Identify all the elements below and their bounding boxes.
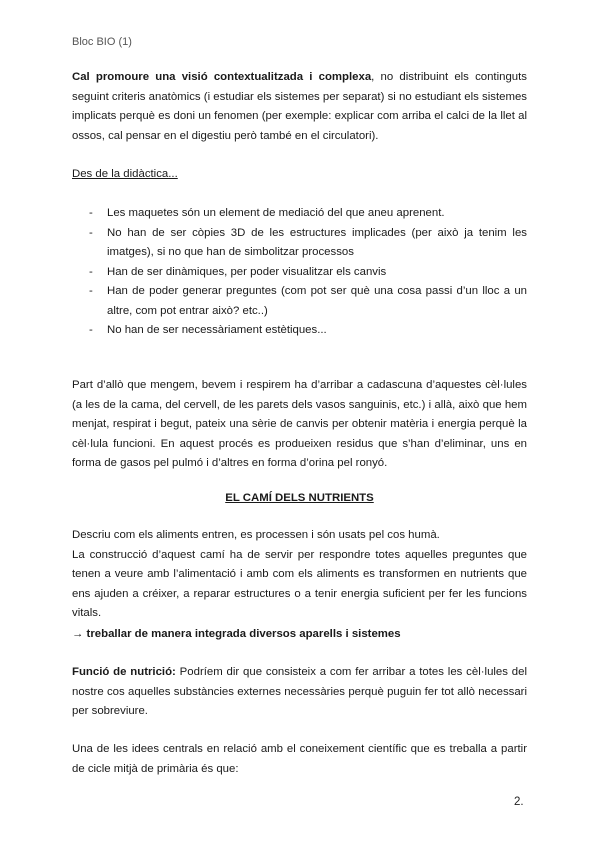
page-number: 2. xyxy=(514,796,524,808)
list-item xyxy=(72,224,527,263)
list-item xyxy=(72,321,527,341)
bullet-dash-icon: - xyxy=(89,285,93,297)
list-item-text: No han de ser còpies 3D de les estructures implicades (per això ja tenim les imatges), si no que han de simbolitzar processos xyxy=(107,226,527,258)
bullet-dash-icon: - xyxy=(89,324,93,336)
page-header: Bloc BIO (1) xyxy=(72,36,132,48)
description-line: Descriu com els aliments entren, es processen i són usats pel cos humà. xyxy=(72,529,440,541)
integration-arrow-line: → treballar de manera integrada diversos aparells i sistemes xyxy=(72,628,401,640)
intro-bold-text: Cal promoure una visió contextualitzada i complexa xyxy=(72,71,372,83)
nutrition-function-label: Funció de nutrició: xyxy=(72,666,176,678)
nutrition-function-text: Podríem dir que consisteix a com fer arribar a totes les cèl·lules del nostre cos aquelles substàncies externes necessàries perquè puguin fer tot allò necessari per sobreviure. xyxy=(72,666,527,717)
didactica-heading: Des de la didàctica... xyxy=(72,168,178,180)
list-item-text: Han de ser dinàmiques, per poder visualitzar els canvis xyxy=(107,265,387,278)
section-title: EL CAMÍ DELS NUTRIENTS xyxy=(225,492,374,504)
bullet-dash-icon: - xyxy=(89,265,93,278)
bullet-list xyxy=(72,204,527,341)
nutrition-function-paragraph xyxy=(72,663,527,722)
bullet-dash-icon: - xyxy=(89,226,93,239)
construction-text: La construcció d’aquest camí ha de servir per respondre totes aquelles preguntes que tenen a veure amb l’alimentació i amb com els aliments es transformen en nutrients que ens ajuden a créixer, a reparar estructures o a tenir energia suficient per fer les funcions vitals. xyxy=(72,548,527,619)
intro-text: , no distribuint els continguts seguint criteris anatòmics (i estudiar els sistemes per separat) si no estudiant els sistemes implicats perquè es doni un fenomen (per exemple: explicar com arriba el calci de la llet al ossos, cal pensar en el digestiu però també en el circulatori). xyxy=(72,71,527,142)
list-item xyxy=(72,204,527,224)
list-item-text: Les maquetes són un element de mediació del que aneu aprenent. xyxy=(107,207,445,219)
bullet-dash-icon: - xyxy=(89,207,93,219)
central-ideas-paragraph: Una de les idees centrals en relació amb el coneixement científic que es treballa a partir de cicle mitjà de primària és que: xyxy=(72,743,527,775)
description-paragraph xyxy=(72,526,527,624)
didactica-list xyxy=(72,204,527,341)
intro-paragraph xyxy=(72,68,527,146)
list-item-text: Han de poder generar preguntes (com pot ser què una cosa passi d’un lloc a un altre, com pot entrar això? etc..) xyxy=(107,285,527,317)
list-item xyxy=(72,263,527,283)
list-item xyxy=(72,282,527,321)
cells-paragraph: Part d’allò que mengem, bevem i respirem ha d’arribar a cadascuna d’aquestes cèl·lules (a les de la cama, del cervell, de les parets dels vasos sanguinis, etc.) i allà, això que hem menjat, respirat i begut, pateix una sèrie de canvis per obtenir matèria i energia perquè la cèl·lula funcioni. En aquest procés es produeixen residus que s’han d’eliminar, uns en forma de gasos pel pulmó i d’altres en forma d’orina pel ronyó. xyxy=(72,379,527,469)
list-item-text: No han de ser necessàriament estètiques... xyxy=(107,324,327,336)
